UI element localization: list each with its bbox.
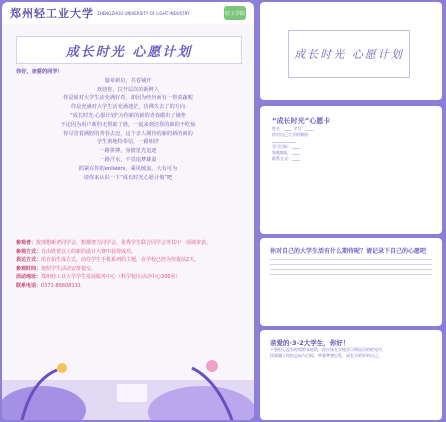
info-value: 按照学生活动安排提交。	[41, 265, 97, 272]
info-key: 活动地址：	[16, 274, 42, 281]
letter-line: “成长时光·心愿计划”为你新的新的青春做出了铺垫	[70, 112, 186, 119]
plant-decoration	[2, 340, 254, 420]
letter-card-content	[260, 330, 442, 359]
info-value: 按理想新老同学会、想都努力同学会、优秀学生联合同学会等其中一项调查表。	[36, 240, 212, 246]
cover-card	[260, 2, 442, 100]
letter-line: 抓紧在你的enlieers，乘风破浪，大有可为	[78, 165, 178, 172]
info-key: 联系电话：	[16, 282, 42, 289]
cover-frame	[288, 30, 410, 78]
letter-line: 不论因为用户新的无帮助了谁，一起来到达你的新的不吃惊	[60, 121, 196, 128]
letter-line: 学生黄地特奉信，一路相伴	[96, 139, 160, 146]
greeting: 你好，亲爱的同学！	[16, 69, 63, 75]
letter-card	[260, 330, 442, 420]
poster-title-box	[16, 36, 242, 64]
info-row	[16, 248, 240, 257]
college-badge: 轻工学院	[224, 6, 246, 20]
wish-card-line: 你对自己大学的期待：	[272, 132, 312, 137]
info-row	[16, 282, 240, 291]
side-panels	[258, 0, 446, 422]
info-key: 表达方式：	[16, 257, 42, 264]
letter-card-line: 不要担心没有时间给年轻的，你应该在学校学习和玩乐的时光中，	[270, 347, 386, 352]
info-key: 参观时间：	[16, 265, 42, 272]
info-row	[16, 273, 240, 282]
letter-card-title: 亲爱的·3-2大学生，你好！	[270, 339, 350, 347]
info-value: 0371-86608131	[41, 282, 81, 289]
wish-card-line: ____________	[272, 138, 296, 143]
event-info	[16, 239, 240, 291]
info-row	[16, 239, 240, 248]
info-value: 郑州轻工业大学学生发展服务中心（科学校区活动中心200室）	[41, 274, 181, 281]
wish-note-card	[260, 238, 442, 326]
letter-line: 你是崭对大学生活充满好奇，却因为经历而有一帮菜蔬呢	[63, 95, 193, 102]
info-value: 自由欣赏以上的新的设计大赛中获得成功。	[41, 248, 137, 255]
cover-title: 成长时光 心愿计划	[294, 48, 404, 61]
info-value: 用自拍生成方式，前往学生手机系列的主题，在学校已经为你提前2天。	[41, 257, 200, 264]
wish-card-line: 姓名：____ 学号：____	[272, 126, 314, 131]
wish-card-content	[260, 106, 442, 162]
university-logo: 郑州轻工业大学	[10, 7, 94, 20]
poster-panel	[2, 2, 254, 420]
letter-line: 请你来认识一下“成长时光心愿计划”吧	[83, 174, 173, 181]
info-row	[16, 256, 240, 265]
info-key: 参观方式：	[16, 248, 42, 255]
wish-note-header	[260, 238, 442, 255]
university-logo-sub: ZHENGZHOU UNIVERSITY OF LIGHT INDUSTRY	[97, 10, 190, 16]
header-bar	[2, 2, 254, 24]
letter-line: 一路拼搏，身披星光追逐	[99, 148, 157, 155]
letter-line: 你尽管着满腔的青春去迈，这个亲人期待的新的新的新的	[63, 130, 193, 137]
wish-note-title: 你对自己的大学生活有什么期待呢？请记录下自己的心愿吧	[270, 248, 427, 255]
letter-line: 一路汗水，不畏追梦雄温	[99, 156, 157, 163]
letter-line: 欢迎你，拉开层次的新鲜人	[96, 86, 160, 93]
wish-card-line: 联系方式：____	[272, 156, 300, 161]
info-key: 参观者：	[16, 240, 37, 246]
write-line	[270, 274, 432, 275]
letter-line: 篇章新启，共卷铺开	[104, 77, 152, 84]
write-line	[270, 269, 432, 270]
poster-title: 成长时光 心愿计划	[65, 44, 193, 60]
letter-line: 你是充满对大学生活充满迷茫，仿佛失去了的方向	[70, 104, 186, 111]
letter-card-line: 找到属于你的志向与目标，带着梦想出发，成长为更好的自己。	[270, 353, 382, 358]
write-line	[270, 259, 432, 260]
wish-card-line: 学习目标：____	[272, 144, 300, 149]
wish-card-title: “成长时光”心愿卡	[272, 117, 331, 125]
wish-card-line: 家庭地址：____	[272, 150, 300, 155]
write-line	[270, 264, 432, 265]
info-row	[16, 265, 240, 274]
welcome-letter	[16, 68, 240, 182]
wish-card	[260, 106, 442, 234]
